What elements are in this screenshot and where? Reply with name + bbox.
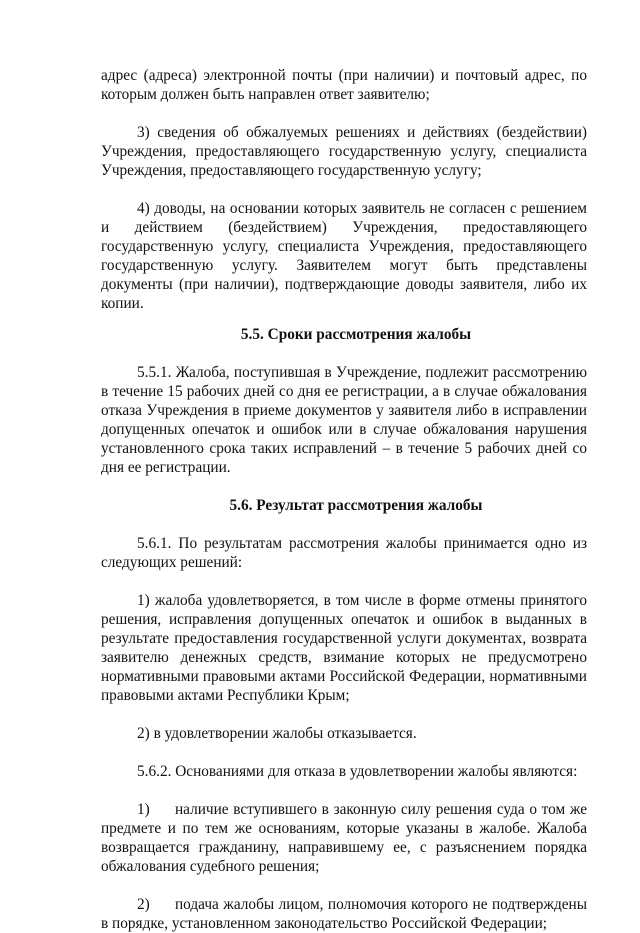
paragraph-5-6-2: 5.6.2. Основаниями для отказа в удовлетворении жалобы являются: xyxy=(137,763,578,780)
paragraph-5-6-1-item-2: 2) в удовлетворении жалобы отказывается. xyxy=(137,725,417,742)
paragraph-item-4: 4) доводы, на основании которых заявитель не согласен с решением и действием (бездействием) Учреждения, предоставляющего государственную услугу, специалиста Учреждения, предоставляющего государственную услугу. Заявителем могут быть представлены документы (при наличии), подтверждающие доводы заявителя, либо их копии. xyxy=(101,200,587,312)
paragraph-5-6-1-item-1: 1) жалоба удовлетворяется, в том числе в форме отмены принятого решения, исправления допущенных опечаток и ошибок в выданных в результате предоставления государственной услуги документах, возврата заявителю денежных средств, взимание которых не предусмотрено нормативными правовыми актами Российской Федерации, нормативными правовыми актами Республики Крым; xyxy=(101,592,587,704)
item-number: 2) xyxy=(137,896,150,913)
section-heading-5-6: 5.6. Результат рассмотрения жалобы xyxy=(229,497,483,514)
item-number: 1) xyxy=(137,801,150,818)
document-page xyxy=(101,66,587,933)
paragraph-5-6-1: 5.6.1. По результатам рассмотрения жалобы принимается одно из следующих решений: xyxy=(101,535,587,571)
paragraph-5-6-2-item-1 xyxy=(101,800,587,876)
paragraph-5-6-2-item-2 xyxy=(101,895,587,933)
item-text: наличие вступившего в законную силу решения суда о том же предмете и по тем же основаниям, которые указаны в жалобе. Жалоба возвращается гражданину, направившему ее, с разъяснением порядка обжалования судебного решения; xyxy=(101,801,587,875)
section-heading-5-5: 5.5. Сроки рассмотрения жалобы xyxy=(240,326,472,343)
paragraph-address: адрес (адреса) электронной почты (при наличии) и почтовый адрес, по которым должен быть направлен ответ заявителю; xyxy=(101,67,587,103)
item-text: подача жалобы лицом, полномочия которого не подтверждены в порядке, установленном законодательство Российской Федерации; xyxy=(101,896,587,932)
paragraph-item-3: 3) сведения об обжалуемых решениях и действиях (бездействии) Учреждения, предоставляющего государственную услугу, специалиста Учреждения, предоставляющего государственную услугу; xyxy=(101,124,587,179)
paragraph-5-5-1: 5.5.1. Жалоба, поступившая в Учреждение, подлежит рассмотрению в течение 15 рабочих дней со дня ее регистрации, а в случае обжалования отказа Учреждения в приеме документов у заявителя либо в исправлении допущенных опечаток и ошибок или в случае обжалования нарушения установленного срока таких исправлений – в течение 5 рабочих дней со дня ее регистрации. xyxy=(101,364,587,476)
